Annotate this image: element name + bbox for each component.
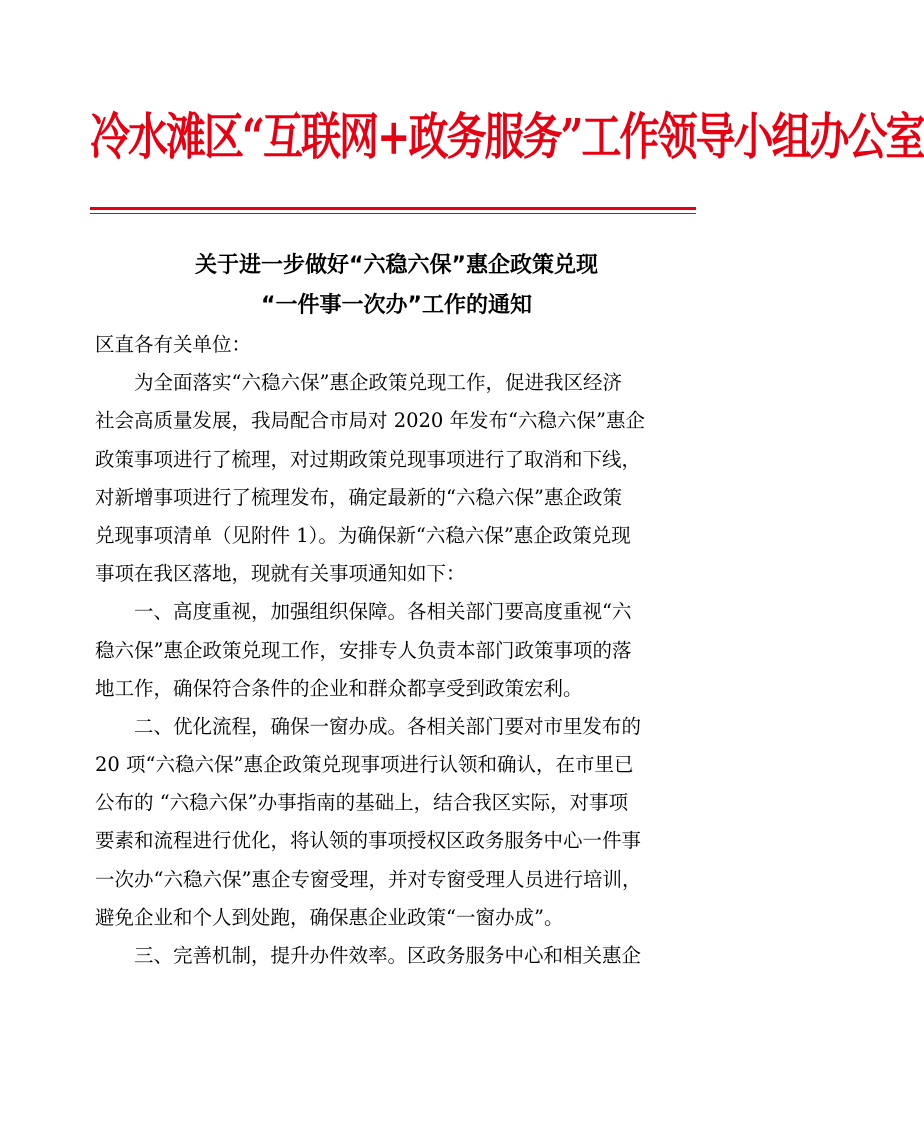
masthead-rule-thick (90, 207, 696, 210)
paragraph-line: 一次办“六稳六保”惠企专窗受理，并对专窗受理人员进行培训， (95, 867, 642, 891)
paragraph-line: 政策事项进行了梳理，对过期政策兑现事项进行了取消和下线， (95, 447, 642, 471)
paragraph-line: 事项在我区落地，现就有关事项通知如下： (95, 562, 466, 586)
masthead-title: 冷水滩区“互联网+政务服务”工作领导小组办公室 (90, 107, 924, 167)
addressee: 区直各有关单位： (95, 333, 252, 356)
notice-title (80, 246, 713, 326)
paragraph-line: 三、完善机制，提升办件效率。区政务服务中心和相关惠企 (134, 944, 642, 967)
paragraph-line: 要素和流程进行优化，将认领的事项授权区政务服务中心一件事 (95, 829, 642, 853)
paragraph-line: 稳六保”惠企政策兑现工作，安排专人负责本部门政策事项的落 (95, 638, 632, 662)
paragraph-section-3 (95, 937, 699, 975)
paragraph-line: 社会高质量发展，我局配合市局对 2020 年发布“六稳六保”惠企 (95, 409, 645, 433)
paragraph-line: 二、优化流程，确保一窗办成。各相关部门要对市里发布的 (134, 714, 642, 738)
paragraph-intro (95, 364, 699, 593)
notice-title-line-1: 关于进一步做好“六稳六保”惠企政策兑现 (195, 253, 598, 278)
masthead-rule-thin (90, 213, 696, 214)
paragraph-section-2 (95, 708, 699, 937)
paragraph-line: 公布的 “六稳六保”办事指南的基础上，结合我区实际，对事项 (95, 791, 629, 815)
paragraph-line: 兑现事项清单（见附件 1）。为确保新“六稳六保”惠企政策兑现 (95, 523, 631, 547)
paragraph-section-1 (95, 593, 699, 708)
paragraph-line: 对新增事项进行了梳理发布，确定最新的“六稳六保”惠企政策 (95, 485, 622, 509)
paragraph-line: 地工作，确保符合条件的企业和群众都享受到政策宏利。 (95, 676, 583, 700)
paragraph-line: 为全面落实“六稳六保”惠企政策兑现工作，促进我区经济 (134, 371, 622, 395)
paragraph-line: 20 项“六稳六保”惠企政策兑现事项进行认领和确认，在市里已 (95, 753, 634, 777)
paragraph-line: 避免企业和个人到处跑，确保惠企业政策“一窗办成”。 (95, 905, 564, 929)
notice-title-line-2: “一件事一次办”工作的通知 (261, 293, 532, 318)
notice-body (95, 326, 699, 975)
paragraph-line: 一、高度重视，加强组织保障。各相关部门要高度重视“六 (134, 600, 632, 624)
